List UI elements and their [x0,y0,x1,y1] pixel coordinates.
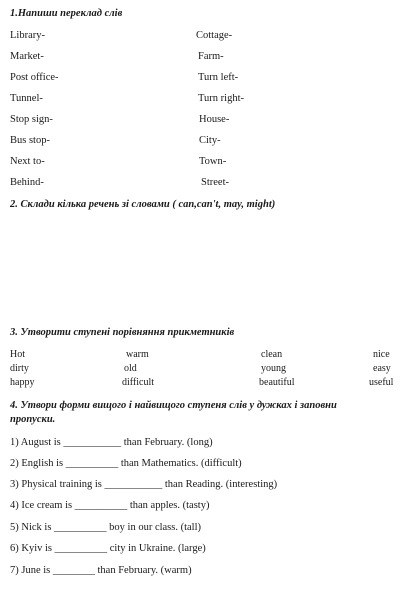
adjective: dirty [10,363,29,374]
vocab-left-word: Next to- [10,156,45,167]
vocab-right-word: Town- [199,156,227,167]
vocab-right-word: House- [199,114,230,125]
adjective: warm [126,349,149,360]
adjective: happy [10,377,35,388]
adjective: Hot [10,349,25,360]
section4-title: 4. Утвори форми вищого і найвищого ступеня слів у дужках і заповни [10,400,337,411]
vocab-right-word: Street- [201,177,229,188]
adjective: young [261,363,286,374]
vocab-left-word: Market- [10,51,44,62]
adjective: nice [373,349,390,360]
adjective: easy [373,363,391,374]
section3-title: 3. Утворити ступені порівняння прикметників [10,327,235,338]
exercise-sentence: 7) June is ________ than February. (warm) [10,565,192,576]
exercise-sentence: 5) Nick is __________ boy in our class. (tall) [10,522,202,533]
section4-title-continued: пропуски. [10,414,56,425]
vocab-right-word: City- [199,135,221,146]
exercise-sentence: 4) Ice cream is __________ than apples. (tasty) [10,500,210,511]
vocab-left-word: Tunnel- [10,93,43,104]
vocab-left-word: Post office- [10,72,59,83]
vocab-left-word: Bus stop- [10,135,50,146]
exercise-sentence: 2) English is __________ than Mathematics. (difficult) [10,458,242,469]
vocab-left-word: Behind- [10,177,44,188]
vocab-left-word: Stop sign- [10,114,53,125]
vocab-left-word: Library- [10,30,45,41]
exercise-sentence: 6) Kyiv is __________ city in Ukraine. (large) [10,543,206,554]
section2-title: 2. Склади кілька речень зі словами ( can,can't, may, might) [10,199,276,210]
adjective: old [124,363,137,374]
exercise-sentence: 3) Physical training is ___________ than Reading. (interesting) [10,479,278,490]
exercise-sentence: 1) August is ___________ than February. (long) [10,437,213,448]
vocab-right-word: Turn left- [198,72,239,83]
vocab-right-word: Cottage- [196,30,233,41]
vocab-right-word: Farm- [198,51,224,62]
vocab-right-word: Turn right- [198,93,244,104]
adjective: beautiful [259,377,295,388]
adjective: useful [369,377,394,388]
adjective: clean [261,349,283,360]
section1-title: 1.Напиши переклад слів [10,8,123,19]
adjective: difficult [122,377,155,388]
